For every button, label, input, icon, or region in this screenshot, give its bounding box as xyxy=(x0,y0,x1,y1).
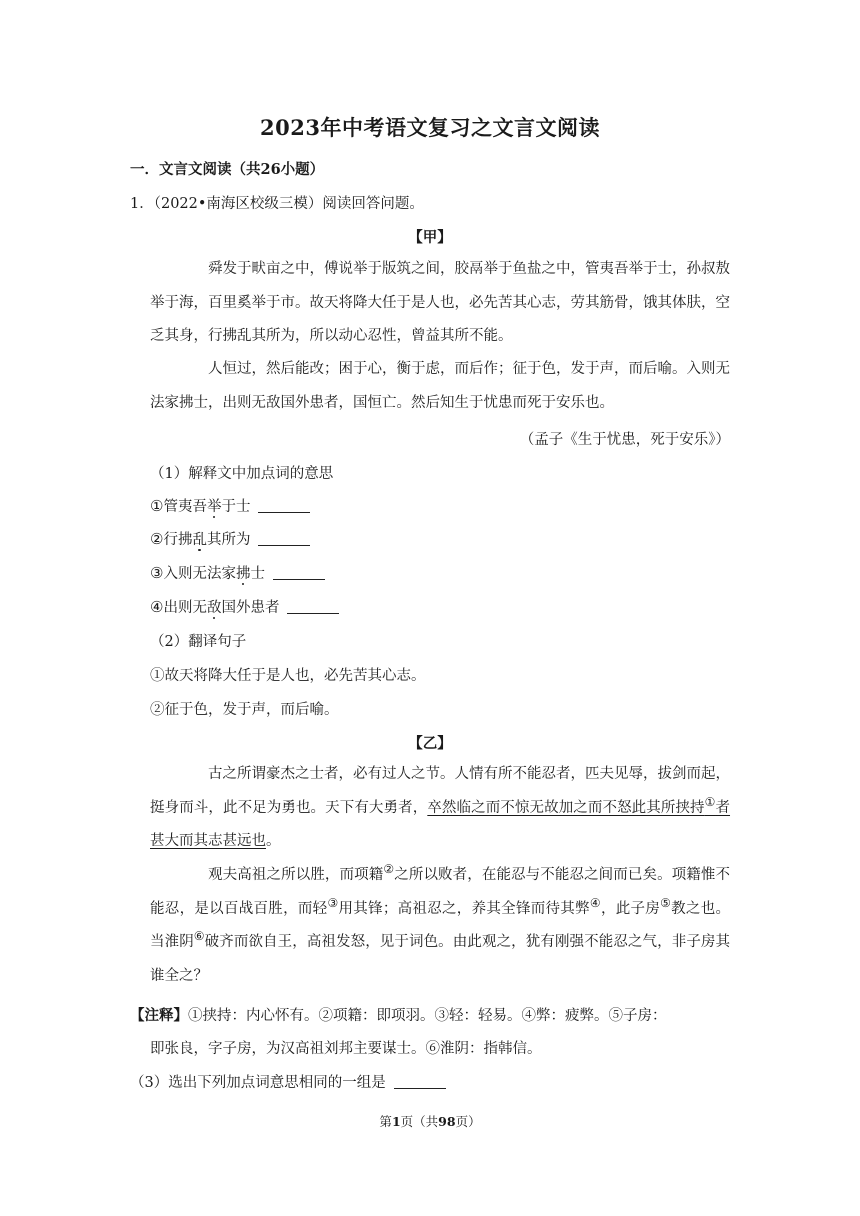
q1-item-1-pre: 管夷吾 xyxy=(163,499,207,515)
note-mark-3: ③ xyxy=(327,895,339,910)
passage-b-p2-f: 破齐而欲自王，高祖发怒，见于词色。由此观之，犹有刚强不能忍之气，非子房其谁全之？ xyxy=(150,934,731,984)
q2-item-1: ①故天将降大任于是人也，必先苦其心志。 xyxy=(150,668,426,684)
q1-item-4-pre: 出则无 xyxy=(163,600,207,616)
q1-item-3-num: ③ xyxy=(150,564,164,582)
passage-b-p1-text: 古之所谓豪杰之士者，必有过人之节。人情有所不能忍者，匹夫见辱，拔剑而起，挺身而斗，此不足为勇也。天下有大勇者， xyxy=(150,766,730,816)
section-heading: 一．文言文阅读（共26小题） xyxy=(130,161,325,178)
passage-b-p1-end: 。 xyxy=(266,833,281,849)
q1-item-2 xyxy=(150,528,310,549)
passage-a-source: （孟子《生于忧患，死于安乐》） xyxy=(519,432,730,448)
q1-item-1-num: ① xyxy=(150,497,164,515)
q1-item-3 xyxy=(150,562,325,583)
q1-item-2-answer-blank[interactable] xyxy=(258,545,310,546)
notes-label: 【注释】 xyxy=(130,1007,188,1024)
q1-item-2-num: ② xyxy=(150,530,164,548)
passage-b-p2-e: 教之也。当淮阴 xyxy=(150,900,731,950)
q3-answer-blank[interactable] xyxy=(394,1088,446,1089)
q1-item-2-pre: 行拂 xyxy=(163,532,193,548)
q1-item-2-dotted-word: 乱 xyxy=(192,532,207,548)
q1-item-1-post: 于士 xyxy=(221,499,251,515)
note-mark-1: ① xyxy=(704,794,716,809)
footer-pre: 第 xyxy=(379,1114,392,1129)
q1-label: （1）解释文中加点词的意思 xyxy=(150,466,334,482)
question-intro: 1．（2022•南海区校级三模）阅读回答问题。 xyxy=(130,196,424,212)
q1-item-3-pre: 入则无法家 xyxy=(163,566,236,582)
q1-item-2-post: 其所为 xyxy=(206,532,251,548)
note-mark-6: ⑥ xyxy=(193,929,205,943)
underlined-part-2: 者甚大而其志甚远也 xyxy=(150,799,731,849)
q1-item-1-dotted-word: 举 xyxy=(206,499,222,515)
passage-b-p2-a: 观夫高祖之所以胜，而项籍 xyxy=(208,867,384,883)
q1-item-3-dotted-word: 拂 xyxy=(235,566,251,582)
footer-post: 页） xyxy=(455,1114,481,1129)
q1-item-4-post: 国外患者 xyxy=(221,600,280,616)
q2-label: （2）翻译句子 xyxy=(150,634,247,650)
passage-b-p2-b: 之所以败者，在能忍与不能忍之间而已矣。项籍惟不能忍，是以百战百胜，而轻 xyxy=(150,867,731,917)
passage-a-paragraph-1 xyxy=(150,253,730,354)
q1-item-1 xyxy=(150,495,310,516)
passage-b-p2-c: 用其锋；高祖忍之，养其全锋而待其弊 xyxy=(338,900,590,917)
passage-a-p2-text: 人恒过，然后能改；困于心，衡于虑，而后作；征于色，发于声，而后喻。入则无法家拂士，出则无敌国外患者，国恒亡。然后知生于忧患而死于安乐也。 xyxy=(150,361,730,411)
q2-item-2: ②征于色，发于声，而后喻。 xyxy=(150,702,339,718)
q1-item-3-post: 士 xyxy=(250,566,265,582)
note-mark-5: ⑤ xyxy=(660,895,672,910)
passage-b-p2-d: ，此子房 xyxy=(600,900,661,917)
q1-item-4 xyxy=(150,596,339,617)
q1-item-3-answer-blank[interactable] xyxy=(273,579,325,580)
passage-a-paragraph-2 xyxy=(150,353,730,420)
footer-page-number: 1 xyxy=(391,1114,401,1129)
document-title: 2023年中考语文复习之文言文阅读 xyxy=(260,115,600,140)
passage-a-label: 【甲】 xyxy=(408,229,452,246)
q1-item-4-dotted-word: 敌 xyxy=(206,600,222,616)
note-mark-4: ④ xyxy=(589,895,601,910)
passage-b-paragraph-1 xyxy=(150,758,730,859)
footer-mid: 页（共 xyxy=(400,1114,439,1129)
passage-a-p1-text: 舜发于畎亩之中，傅说举于版筑之间，胶鬲举于鱼盐之中，管夷吾举于士，孙叔敖举于海，百里奚举于市。故天将降大任于是人也，必先苦其心志，劳其筋骨，饿其体肤，空乏其身，行拂乱其所为，所以动心忍性，曾益其所不能。 xyxy=(150,261,730,344)
passage-b-label: 【乙】 xyxy=(408,735,452,752)
notes-text-1: ①挟持：内心怀有。②项籍：即项羽。③轻：轻易。④弊：疲弊。⑤子房： xyxy=(188,1008,667,1024)
notes-line-1 xyxy=(130,1004,730,1025)
q1-item-1-answer-blank[interactable] xyxy=(258,512,310,513)
q1-item-4-num: ④ xyxy=(150,598,164,616)
q3-label: （3）选出下列加点词意思相同的一组是 xyxy=(130,1075,386,1091)
footer-total-pages: 98 xyxy=(438,1114,456,1129)
passage-b-paragraph-2 xyxy=(150,859,730,993)
q3-line xyxy=(130,1071,446,1092)
page-footer xyxy=(0,1112,860,1130)
note-mark-2: ② xyxy=(383,862,395,876)
q1-item-4-answer-blank[interactable] xyxy=(287,613,339,614)
notes-line-2: 即张良，字子房，为汉高祖刘邦主要谋士。⑥淮阴：指韩信。 xyxy=(150,1041,542,1057)
underlined-part-1: 卒然临之而不惊无故加之而不怒此其所挟持 xyxy=(427,799,705,816)
